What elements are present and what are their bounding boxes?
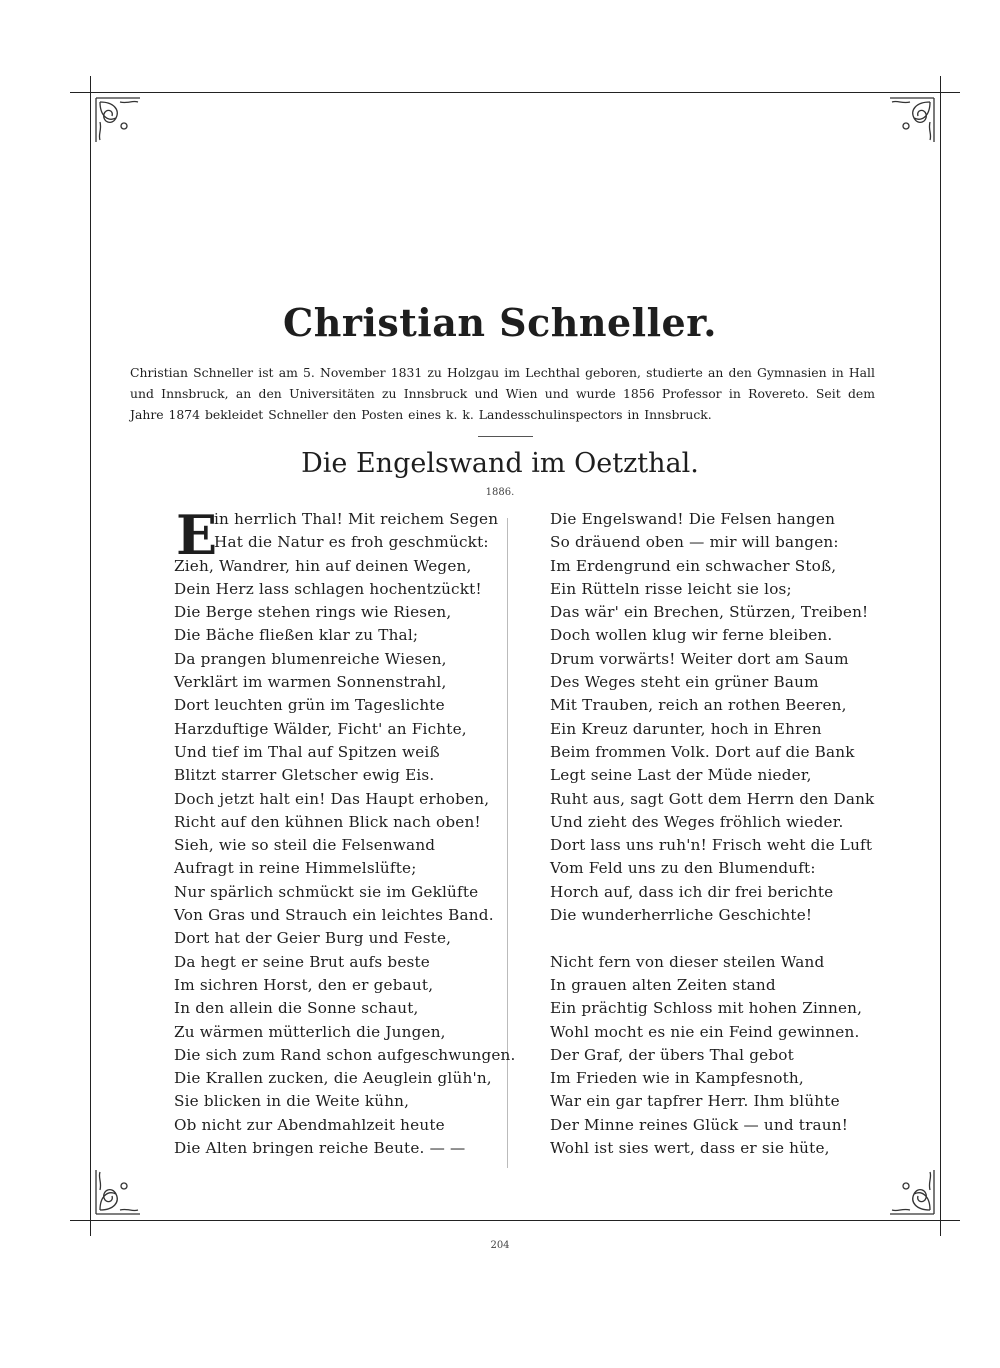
poem-line: Legt seine Last der Müde nieder,: [550, 766, 812, 785]
poem-line: Das wär' ein Brechen, Stürzen, Treiben!: [550, 603, 869, 622]
poem-line: War ein gar tapfrer Herr. Ihm blühte: [550, 1092, 840, 1111]
poem-line: Aufragt in reine Himmelslüfte;: [174, 859, 417, 878]
poem-line: Im Frieden wie in Kampfesnoth,: [550, 1069, 804, 1088]
corner-ornament-bottom-left-icon: [94, 1168, 142, 1216]
poem-line: Sie blicken in die Weite kühn,: [174, 1092, 410, 1111]
poem-line: Wohl ist sies wert, dass er sie hüte,: [550, 1139, 830, 1158]
corner-ornament-top-right-icon: [888, 96, 936, 144]
frame-top-line: [70, 92, 960, 93]
poem-line: Da prangen blumenreiche Wiesen,: [174, 649, 447, 668]
poem-line: Dort lass uns ruh'n! Frisch weht die Luft: [550, 836, 873, 855]
poem-line: Ein prächtig Schloss mit hohen Zinnen,: [550, 999, 863, 1018]
poem-line: in herrlich Thal! Mit reichem Segen: [214, 510, 499, 528]
poem-line: Mit Trauben, reich an rothen Beeren,: [550, 696, 847, 715]
section-divider: [478, 436, 533, 437]
poem-line: Dein Herz lass schlagen hochentzückt!: [174, 579, 482, 598]
poem-line: Der Graf, der übers Thal gebot: [550, 1045, 794, 1064]
poem-line: Zu wärmen mütterlich die Jungen,: [174, 1022, 446, 1041]
poem-line: Horch auf, dass ich dir frei berichte: [550, 882, 834, 901]
poem-title: Die Engelswand im Oetzthal.: [301, 448, 699, 479]
poem-line: Die Engelswand! Die Felsen hangen: [550, 510, 836, 528]
poem-line: Nur spärlich schmückt sie im Geklüfte: [174, 882, 479, 901]
poem-line: Harzduftige Wälder, Ficht' an Fichte,: [174, 719, 467, 738]
poem-line: Ein Rütteln risse leicht sie los;: [550, 579, 792, 598]
poem-line: Von Gras und Strauch ein leichtes Band.: [174, 906, 494, 925]
corner-ornament-top-left-icon: [94, 96, 142, 144]
poem-line: Blitzt starrer Gletscher ewig Eis.: [174, 766, 435, 785]
frame-right-line: [940, 76, 941, 1236]
poem-line: Sieh, wie so steil die Felsenwand: [174, 836, 436, 855]
poem-line: Drum vorwärts! Weiter dort am Saum: [550, 649, 849, 668]
author-heading: Christian Schneller.: [282, 300, 717, 345]
poem-line: Die wunderherrliche Geschichte!: [550, 906, 813, 925]
poem-line: Der Minne reines Glück — und traun!: [550, 1115, 849, 1134]
poem-line: Die Krallen zucken, die Aeuglein glüh'n,: [174, 1069, 492, 1088]
poem-line: Doch jetzt halt ein! Das Haupt erhoben,: [174, 789, 490, 808]
poem-line: So dräuend oben — mir will bangen:: [550, 533, 839, 552]
stanza-gap: [550, 927, 874, 950]
poem-line: Ein Kreuz darunter, hoch in Ehren: [550, 719, 822, 738]
page-number: 204: [490, 1240, 510, 1251]
poem-line: Die Berge stehen rings wie Riesen,: [174, 603, 452, 622]
poem-right-column: [550, 508, 874, 1160]
poem-line: Die Bäche fließen klar zu Thal;: [174, 626, 419, 645]
poem-line: Dort leuchten grün im Tageslichte: [174, 696, 445, 715]
poem-line: Richt auf den kühnen Blick nach oben!: [174, 812, 481, 831]
corner-ornament-bottom-right-icon: [888, 1168, 936, 1216]
author-biography: Christian Schneller ist am 5. November 1831 zu Holzgau im Lechthal geboren, studierte an den Gymnasien in Hall und Innsbruck, an den Universitäten zu Innsbruck und Wien und wurde 1856 Professor in Rovereto. Seit dem Jahre 1874 bekleidet Schneller den Posten eines k. k. Landesschulinspectors in Innsbruck.: [130, 365, 875, 422]
poem-line: Wohl mocht es nie ein Feind gewinnen.: [550, 1022, 860, 1041]
poem-line: Doch wollen klug wir ferne bleiben.: [550, 626, 833, 645]
drop-cap: E: [176, 503, 218, 567]
poem-line: Und zieht des Weges fröhlich wieder.: [550, 812, 844, 831]
poem-line: Verklärt im warmen Sonnenstrahl,: [174, 673, 447, 692]
poem-line: Des Weges steht ein grüner Baum: [550, 673, 819, 692]
poem-line: Die sich zum Rand schon aufgeschwungen.: [174, 1045, 516, 1064]
poem-line: Im sichren Horst, den er gebaut,: [174, 975, 434, 994]
poem-line: Die Alten bringen reiche Beute. — —: [174, 1139, 466, 1158]
poem-line: Hat die Natur es froh geschmückt:: [214, 533, 489, 552]
poem-line: Im Erdengrund ein schwacher Stoß,: [550, 556, 837, 575]
poem-line: Dort hat der Geier Burg und Feste,: [174, 929, 452, 948]
frame-left-line: [90, 76, 91, 1236]
poem-left-column: [174, 503, 516, 1160]
poem-line: In den allein die Sonne schaut,: [174, 999, 419, 1018]
poem-line: Da hegt er seine Brut aufs beste: [174, 952, 430, 971]
poem-line: Vom Feld uns zu den Blumenduft:: [550, 859, 816, 878]
poem-line: Ruht aus, sagt Gott dem Herrn den Dank: [550, 789, 875, 808]
poem-line: Zieh, Wandrer, hin auf deinen Wegen,: [174, 556, 472, 575]
frame-bottom-line: [70, 1220, 960, 1221]
poem-line: Und tief im Thal auf Spitzen weiß: [174, 742, 440, 761]
poem-line: In grauen alten Zeiten stand: [550, 975, 776, 994]
poem-line: Ob nicht zur Abendmahlzeit heute: [174, 1115, 445, 1134]
poem-line: Beim frommen Volk. Dort auf die Bank: [550, 742, 855, 761]
poem-year: 1886.: [485, 487, 515, 498]
poem-line: Nicht fern von dieser steilen Wand: [550, 952, 825, 971]
